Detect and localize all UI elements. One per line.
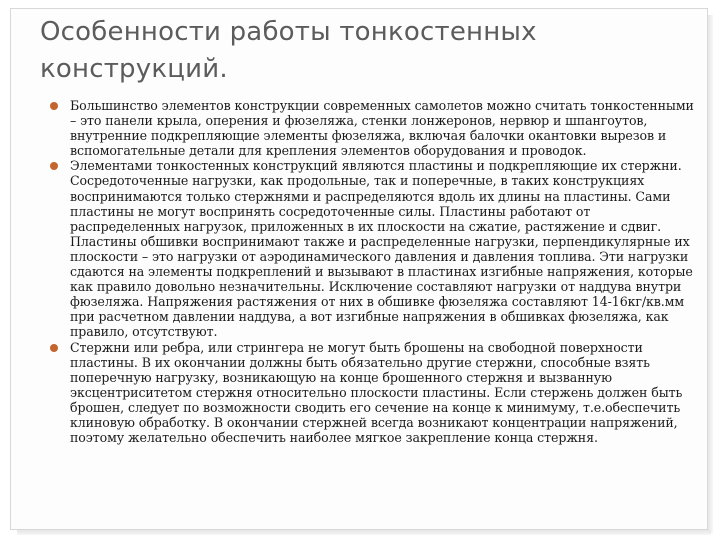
bullet-dot-icon [50, 162, 58, 170]
bullet-text: Стержни или ребра, или стрингера не могут быть брошены на свободной поверхности пластины. В их окончании должны быть обязательно другие стержни, способные взять поперечную нагрузку, возникающую на конце брошенного стержня и вызванную эксцентриситетом стержня относительно плоскости пластины. Если стержень должен быть брошен, следует по возможности сводить его сечение на конце к минимуму, т.е.обеспечить клиновую обработку. В окончании стержней всегда возникают концентрации напряжений, поэтому желательно обеспечить наиболее мягкое закрепление конца стержня. [70, 339, 683, 446]
bullet-item [48, 98, 696, 158]
bullet-text: Элементами тонкостенных конструкций являются пластины и подкрепляющие их стержни. Сосредоточенные нагрузки, как продольные, так и поперечные, в таких конструкциях воспринимаются только стержнями и распределяются вдоль их длины на пластины. Сами пластины не могут воспринять сосредоточенные силы. Пластины работают от распределенных нагрузок, приложенных в их плоскости на сжатие, растяжение и сдвиг. Пластины обшивки воспринимают также и распределенные нагрузки, перпендикулярные их плоскости – это нагрузки от аэродинамического давления и давления топлива. Эти нагрузки сдаются на элементы подкреплений и вызывают в пластинах изгибные напряжения, которые как правило довольно незначительны. Исключение составляют нагрузки от наддува внутри фюзеляжа. Напряжения растяжения от них в обшивке фюзеляжа составляют 14-16кг/кв.мм при расчетном давлении наддува, а вот изгибные напряжения в обшивках фюзеляжа, как правило, отсутствуют. [70, 158, 693, 340]
bullet-list [48, 98, 696, 445]
bullet-text: Большинство элементов конструкции современных самолетов можно считать тонкостенными – это панели крыла, оперения и фюзеляжа, стенки лонжеронов, нервюр и шпангоутов, внутренние подкрепляющие элементы фюзеляжа, включая балочки окантовки вырезов и вспомогательные детали для крепления элементов оборудования и проводок. [70, 98, 694, 159]
bullet-dot-icon [50, 102, 58, 110]
slide-title: Особенности работы тонкостенных конструкций. [40, 17, 537, 84]
bullet-dot-icon [50, 344, 58, 352]
bullet-item [48, 158, 696, 339]
bullet-item [48, 340, 696, 446]
